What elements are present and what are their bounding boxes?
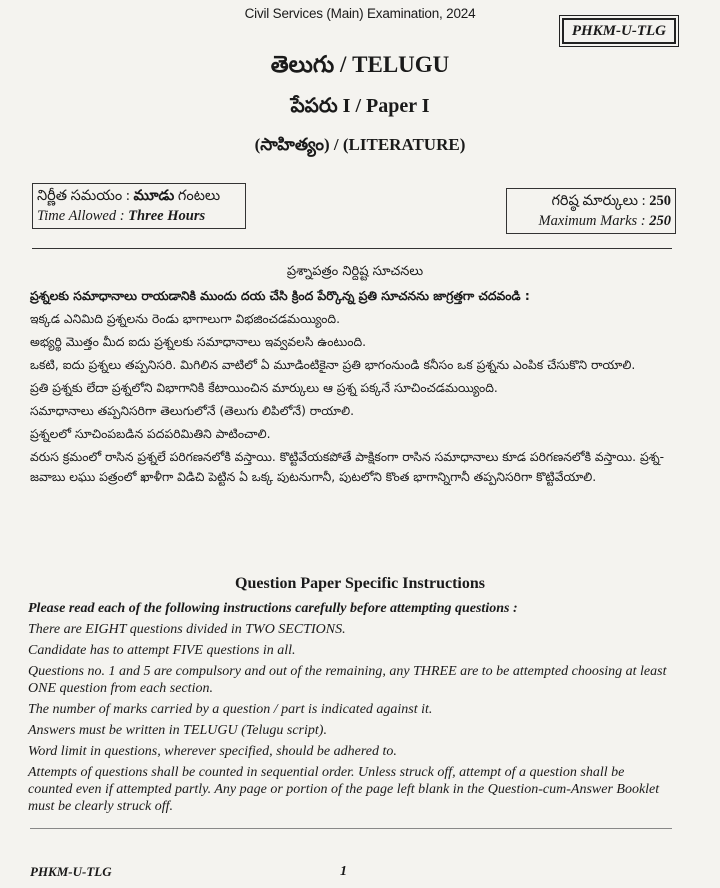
marks-en-value: 250	[649, 213, 671, 229]
marks-te-label: గరిష్ఠ మార్కులు :	[551, 193, 650, 209]
paper-subtitle: (సాహిత్యం) / (LITERATURE)	[254, 135, 466, 154]
footer-divider	[30, 828, 672, 829]
time-te-unit: గంటలు	[174, 188, 221, 204]
marks-te-value: 250	[649, 193, 671, 209]
telugu-instructions-lead: ప్రశ్నలకు సమాధానాలు రాయడానికి ముందు దయ చేసి క్రింద పేర్కొన్న ప్రతి సూచనను జాగ్రత్తగా చదవండి :	[30, 289, 530, 303]
english-instruction-item: Word limit in questions, wherever specified, should be adhered to.	[28, 744, 397, 759]
telugu-instructions-heading: ప్రశ్నాపత్రం నిర్దిష్ట సూచనలు	[286, 264, 424, 279]
marks-telugu	[511, 191, 671, 211]
english-instruction-item: The number of marks carried by a question / part is indicated against it.	[28, 702, 433, 717]
header-divider	[32, 248, 672, 249]
maximum-marks-box	[506, 188, 676, 234]
telugu-instruction-item: ప్రతి ప్రశ్నకు లేదా ప్రశ్నలోని విభాగానికి కేటాయించిన మార్కులు ఆ ప్రశ్న పక్కనే సూచించడమయ్యింది.	[30, 381, 498, 395]
footer-paper-code: PHKM-U-TLG	[30, 864, 112, 879]
english-instruction-item: There are EIGHT questions divided in TWO SECTIONS.	[28, 622, 346, 637]
marks-en-label: Maximum Marks :	[538, 213, 650, 229]
telugu-instruction-item: అభ్యర్థి మొత్తం మీద ఐదు ప్రశ్నలకు సమాధానాలు ఇవ్వవలసి ఉంటుంది.	[30, 335, 367, 349]
english-instruction-item: Answers must be written in TELUGU (Telugu script).	[28, 723, 327, 738]
paper-number: పేపరు I / Paper I	[290, 95, 430, 117]
time-allowed-box	[32, 183, 246, 229]
time-en-value: Three Hours	[128, 208, 206, 224]
paper-title: తెలుగు / TELUGU	[270, 52, 450, 77]
exam-name: Civil Services (Main) Examination, 2024	[244, 6, 476, 21]
english-instruction-item: Questions no. 1 and 5 are compulsory and out of the remaining, any THREE are to be attempted choosing at least ONE question from each section.	[28, 664, 667, 696]
english-instruction-item: Attempts of questions shall be counted in sequential order. Unless struck off, attempt of a question shall be counted even if attempted partly. Any page or portion of the page left blank in the Question-cum-Answer Booklet must be clearly struck off.	[28, 765, 660, 814]
english-instructions	[28, 600, 672, 819]
telugu-instruction-item: సమాధానాలు తప్పనిసరిగా తెలుగులోనే (తెలుగు లిపిలోనే) రాయాలి.	[30, 404, 354, 418]
time-te-value: మూడు	[133, 188, 175, 204]
time-allowed-english	[37, 206, 241, 226]
telugu-instructions	[30, 262, 680, 490]
time-en-label: Time Allowed :	[37, 208, 129, 224]
paper-code-box: PHKM-U-TLG	[562, 18, 676, 44]
english-instructions-lead: Please read each of the following instructions carefully before attempting questions :	[28, 601, 518, 616]
telugu-instruction-item: ఇక్కడ ఎనిమిది ప్రశ్నలను రెండు భాగాలుగా విభజించడమయ్యింది.	[30, 312, 340, 326]
telugu-instruction-item: వరుస క్రమంలో రాసిన ప్రశ్నలే పరిగణనలోకి వస్తాయి. కొట్టివేయకపోతే పాక్షికంగా రాసిన సమాధానాలు కూడ పరిగణనలోకి వస్తాయి. ప్రశ్న-జవాబు లఘు పత్రంలో ఖాళీగా విడిచి పెట్టిన ఏ ఒక్క పుటనుగానీ, పుటలోని కొంత భాగాన్నిగానీ తప్పనిసరిగా కొట్టివేయాలి.	[30, 450, 665, 484]
time-allowed-telugu	[37, 186, 241, 206]
marks-english	[511, 211, 671, 231]
telugu-instruction-item: ఒకటి, ఐదు ప్రశ్నలు తప్పనిసరి. మిగిలిన వాటిలో ఏ మూడింటికైనా ప్రతి భాగంనుండి కనీసం ఒక ప్రశ్నను ఎంపిక చేసుకొని రాయాలి.	[30, 358, 636, 372]
telugu-instruction-item: ప్రశ్నలలో సూచింపబడిన పదపరిమితిని పాటించాలి.	[30, 427, 271, 441]
english-instruction-item: Candidate has to attempt FIVE questions in all.	[28, 643, 296, 658]
page-number: 1	[340, 864, 347, 879]
time-te-label: నిర్ణీత సమయం :	[37, 188, 134, 204]
english-instructions-heading: Question Paper Specific Instructions	[235, 575, 485, 592]
